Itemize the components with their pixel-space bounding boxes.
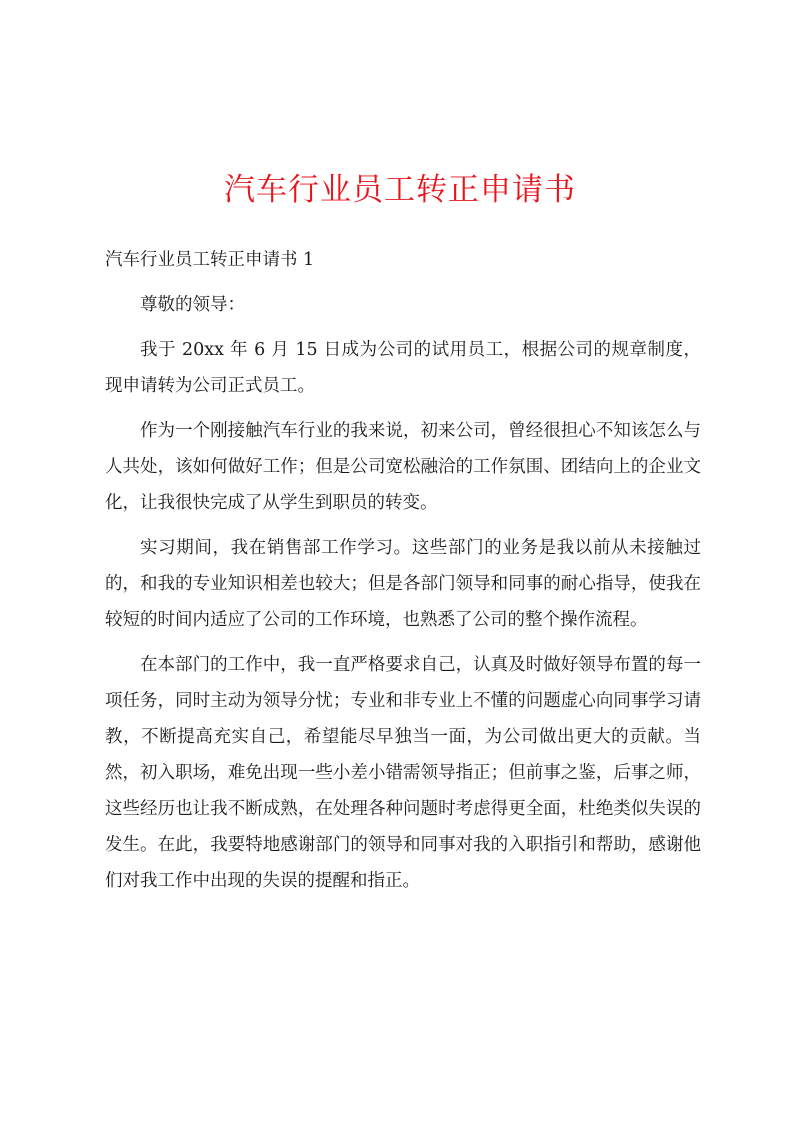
paragraph-1: 我于 20xx 年 6 月 15 日成为公司的试用员工，根据公司的规章制度，现申请转为公司正式员工。	[105, 340, 701, 396]
paragraph-3: 实习期间，我在销售部工作学习。这些部门的业务是我以前从未接触过的，和我的专业知识相差也较大；但是各部门领导和同事的耐心指导，使我在较短的时间内适应了公司的工作环境，也熟悉了公司的整个操作流程。	[105, 538, 701, 630]
paragraph-2: 作为一个刚接触汽车行业的我来说，初来公司，曾经很担心不知该怎么与人共处，该如何做好工作；但是公司宽松融洽的工作氛围、团结向上的企业文化，让我很快完成了从学生到职员的转变。	[105, 421, 701, 513]
document-subtitle: 汽车行业员工转正申请书 1	[105, 250, 315, 270]
document-title: 汽车行业员工转正申请书	[224, 172, 576, 208]
paragraph-4: 在本部门的工作中，我一直严格要求自己，认真及时做好领导布置的每一项任务，同时主动为领导分忧；专业和非专业上不懂的问题虚心向同事学习请教，不断提高充实自己，希望能尽早独当一面，为公司做出更大的贡献。当然，初入职场，难免出现一些小差小错需领导指正；但前事之鉴，后事之师，这些经历也让我不断成熟，在处理各种问题时考虑得更全面，杜绝类似失误的发生。在此，我要特地感谢部门的领导和同事对我的入职指引和帮助，感谢他们对我工作中出现的失误的提醒和指正。	[105, 655, 701, 891]
salutation: 尊敬的领导：	[140, 295, 245, 315]
document-body	[105, 242, 701, 908]
